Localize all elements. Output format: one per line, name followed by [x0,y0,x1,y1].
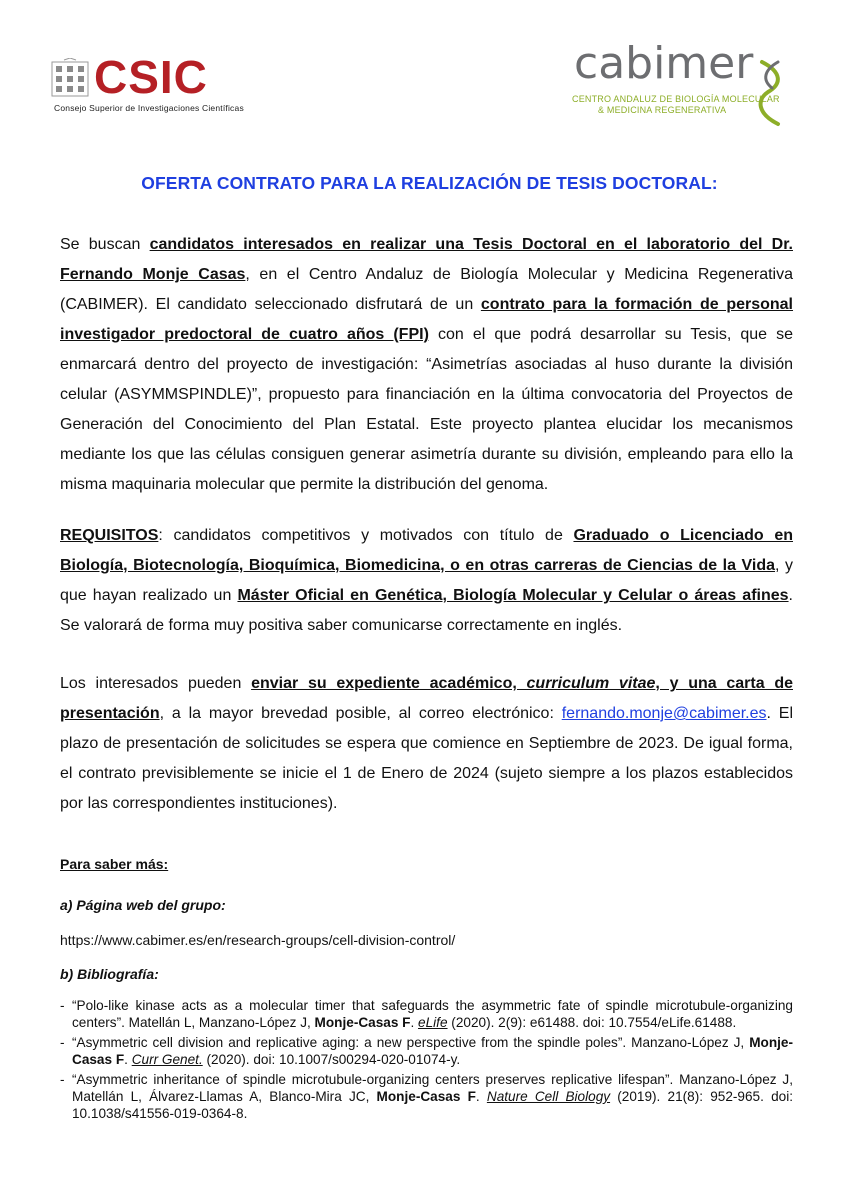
text-run: (2020). doi: 10.1007/s00294-020-01074-y. [202,1052,461,1067]
list-dash: - [60,998,65,1013]
cabimer-logo [568,38,798,132]
highlight-run-italic: curriculum vitae [526,675,656,692]
text-run: con el que podrá desarrollar su Tesis, que se enmarcará dentro del proyecto de investigación: “Asimetrías asociadas al huso durante la división celular (ASYMMSPINDLE)”, propuesto para financiación en la última convocatoria del Proyectos de Generación del Conocimiento del Plan Estatal. Este proyecto plantea elucidar los mecanismos mediante los que las células consiguen generar asimetría durante su división, empleando para ello la misma maquinaria molecular que permite la distribución del genoma. [60,326,793,493]
csic-logo [50,51,260,118]
cabimer-wordmark: cabimer [574,38,754,89]
document-title: OFERTA CONTRATO PARA LA REALIZACIÓN DE TESIS DOCTORAL: [141,173,718,193]
author-name: Monje-Casas F [72,1035,793,1067]
journal-name: eLife [418,1015,448,1030]
bibliography-heading: b) Bibliografía: [60,966,159,982]
highlight-run: enviar su expediente académico, [251,675,527,692]
intro-paragraph [60,230,793,500]
text-run: . [410,1015,419,1030]
author-name: Monje-Casas F [314,1015,411,1030]
highlight-run: , y una carta de presentación [60,675,793,722]
text-run: . [475,1089,487,1104]
csic-subtitle: Consejo Superior de Investigaciones Científicas [54,103,244,113]
text-run: (2020). 2(9): e61488. doi: 10.7554/eLife.61488. [447,1015,737,1030]
list-dash: - [60,1035,65,1050]
journal-name: Curr Genet. [131,1052,203,1067]
text-run: . El plazo de presentación de solicitudes se espera que comience en Septiembre de 2023. De igual forma, el contrato previsiblemente se inicie el 1 de Enero de 2024 (sujeto siempre a los plazos establecidos por las correspondientes instituciones). [60,705,794,812]
journal-name: Nature Cell Biology [486,1089,611,1104]
bibliography-item [60,1034,793,1068]
text-run: , en el Centro Andaluz de Biología Molecular y Medicina Regenerativa (CABIMER). El candidato seleccionado disfrutará de un [60,266,793,313]
more-info-heading: Para saber más: [60,856,169,872]
text-run: , a la mayor brevedad posible, al correo electrónico: [159,705,562,722]
text-run: . [124,1052,132,1067]
bibliography-item [60,997,793,1031]
text-run: Los interesados pueden [60,675,252,692]
dna-helix-icon [754,58,788,128]
bibliography-list [60,997,793,1125]
author-name: Monje-Casas F [376,1089,476,1104]
highlight-run: Graduado o Licenciado en Biología, Biotecnología, Bioquímica, Biomedicina, o en otras carreras de Ciencias de la Vida [60,527,793,574]
highlight-run: candidatos interesados en realizar una Tesis Doctoral en el laboratorio del Dr. Fernando Monje Casas [60,236,793,283]
cabimer-subtitle-line1: CENTRO ANDALUZ DE BIOLOGÍA MOLECULAR [572,94,780,104]
group-url-link[interactable]: https://www.cabimer.es/en/research-groups/cell-division-control/ [60,932,456,948]
text-run: “Asymmetric inheritance of spindle microtubule-organizing centers preserves replicative lifespan”. Manzano-López J, Matellán L, Álvarez-Llamas A, Blanco-Mira JC, [72,1072,793,1104]
csic-seal-icon [50,58,90,100]
text-run: , y que hayan realizado un [60,557,794,604]
requirements-label: REQUISITOS [60,527,159,544]
text-run: Se buscan [60,236,150,253]
cabimer-subtitle-line2: & MEDICINA REGENERATIVA [598,105,727,115]
requirements-paragraph [60,521,793,641]
csic-wordmark: CSIC [94,51,208,103]
list-dash: - [60,1072,65,1087]
application-paragraph [60,669,793,819]
highlight-run: contrato para la formación de personal investigador predoctoral de cuatro años (FPI) [60,296,794,343]
text-run: “Polo-like kinase acts as a molecular timer that safeguards the asymmetric fate of spindle microtubule-organizing centers”. Matellán L, Manzano-López J, [72,998,793,1030]
text-run: . Se valorará de forma muy positiva saber comunicarse correctamente en inglés. [60,587,793,634]
email-link[interactable]: fernando.monje@cabimer.es [561,705,767,722]
text-run: (2019). 21(8): 952-965. doi: 10.1038/s41556-019-0364-8. [72,1089,793,1121]
text-run: “Asymmetric cell division and replicative aging: a new perspective from the spindle poles”. Manzano-López J, [72,1035,750,1050]
text-run: : candidatos competitivos y motivados con título de [158,527,574,544]
bibliography-item [60,1071,793,1122]
highlight-run: Máster Oficial en Genética, Biología Molecular y Celular o áreas afines [237,587,789,604]
web-heading: a) Página web del grupo: [60,897,226,913]
